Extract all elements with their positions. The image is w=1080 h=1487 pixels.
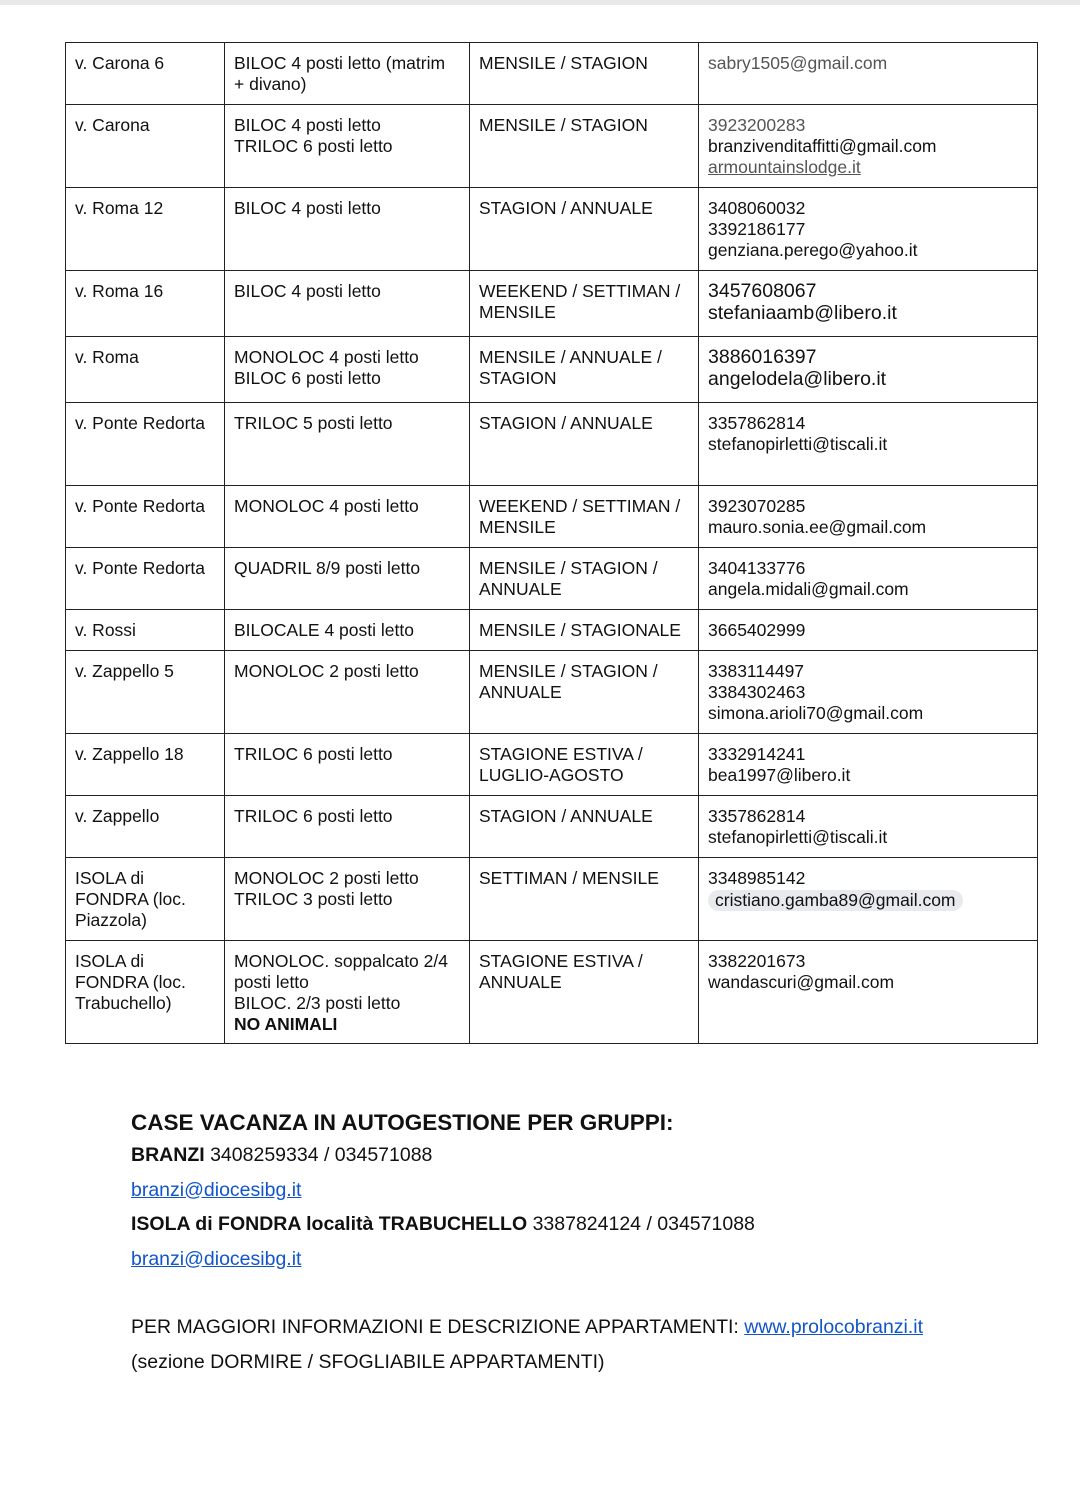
apartment-cell: MONOLOC 4 posti letto bbox=[225, 486, 470, 548]
contact-cell bbox=[699, 43, 1038, 105]
location-cell: v. Zappello bbox=[66, 796, 225, 858]
info-line: PER MAGGIORI INFORMAZIONI E DESCRIZIONE APPARTAMENTI: www.prolocobranzi.it bbox=[131, 1316, 924, 1338]
section-title: CASE VACANZA IN AUTOGESTIONE PER GRUPPI: bbox=[131, 1110, 674, 1135]
table-row bbox=[66, 651, 1038, 734]
location-cell: v. Roma 16 bbox=[66, 271, 225, 337]
branzi-email-link[interactable]: branzi@diocesibg.it bbox=[131, 1178, 302, 1201]
isola-contact: ISOLA di FONDRA località TRABUCHELLO 3387824124 / 034571088 bbox=[131, 1213, 755, 1235]
email-link[interactable]: simona.arioli70@gmail.com bbox=[708, 703, 924, 723]
contact-cell bbox=[699, 403, 1038, 486]
contact-cell bbox=[699, 858, 1038, 941]
phone-number: 3348985142 bbox=[708, 868, 806, 888]
apartment-cell: TRILOC 5 posti letto bbox=[225, 403, 470, 486]
table-row bbox=[66, 941, 1038, 1044]
location-cell: v. Carona 6 bbox=[66, 43, 225, 105]
apartment-cell: TRILOC 6 posti letto bbox=[225, 734, 470, 796]
contact-cell bbox=[699, 188, 1038, 271]
phone-number: 3665402999 bbox=[708, 620, 806, 640]
location-cell: ISOLA di FONDRA (loc. Trabuchello) bbox=[66, 941, 225, 1044]
email-link[interactable]: angela.midali@gmail.com bbox=[708, 579, 909, 599]
apartment-cell: QUADRIL 8/9 posti letto bbox=[225, 548, 470, 610]
apartment-cell: BILOC 4 posti letto bbox=[225, 188, 470, 271]
website-link[interactable]: armountainslodge.it bbox=[708, 157, 861, 177]
phone-number: 3923070285 bbox=[708, 496, 806, 516]
no-pets-note: NO ANIMALI bbox=[234, 1014, 338, 1034]
email-link[interactable]: stefanopirletti@tiscali.it bbox=[708, 827, 888, 847]
email-link[interactable]: bea1997@libero.it bbox=[708, 765, 851, 785]
phone-number: 3886016397 bbox=[708, 346, 817, 368]
email-link[interactable]: wandascuri@gmail.com bbox=[708, 972, 895, 992]
phone-number: 3384302463 bbox=[708, 682, 806, 702]
phone-number: 3404133776 bbox=[708, 558, 806, 578]
website-link[interactable]: www.prolocobranzi.it bbox=[744, 1316, 924, 1338]
apartment-cell: MONOLOC. soppalcato 2/4 posti letto BILOC. 2/3 posti letto NO ANIMALI bbox=[225, 941, 470, 1044]
location-cell: v. Roma 12 bbox=[66, 188, 225, 271]
contact-cell bbox=[699, 651, 1038, 734]
info-note: (sezione DORMIRE / SFOGLIABILE APPARTAMENTI) bbox=[131, 1350, 605, 1373]
table-row bbox=[66, 858, 1038, 941]
email-link[interactable]: stefaniaamb@libero.it bbox=[708, 301, 897, 324]
rental-period-cell: STAGION / ANNUALE bbox=[470, 796, 699, 858]
phone-number: 3408060032 bbox=[708, 198, 806, 218]
table-row bbox=[66, 796, 1038, 858]
location-cell: v. Carona bbox=[66, 105, 225, 188]
apartment-cell: BILOC 4 posti letto (matrim + divano) bbox=[225, 43, 470, 105]
email-link[interactable]: genziana.perego@yahoo.it bbox=[708, 240, 918, 260]
phone-number: 3457608067 bbox=[708, 280, 817, 302]
phone-number: 3392186177 bbox=[708, 219, 806, 239]
phone-number: 3382201673 bbox=[708, 951, 806, 971]
apartment-cell: BILOC 4 posti letto bbox=[225, 271, 470, 337]
contact-cell bbox=[699, 610, 1038, 651]
rental-period-cell: MENSILE / STAGIONALE bbox=[470, 610, 699, 651]
contact-cell bbox=[699, 941, 1038, 1044]
rental-period-cell: STAGION / ANNUALE bbox=[470, 188, 699, 271]
phone-number: 3923200283 bbox=[708, 115, 806, 135]
phone-number: 3383114497 bbox=[708, 661, 805, 681]
location-cell: ISOLA di FONDRA (loc. Piazzola) bbox=[66, 858, 225, 941]
apartments-table bbox=[65, 42, 1038, 1044]
rental-period-cell: MENSILE / ANNUALE / STAGION bbox=[470, 337, 699, 403]
phone-number: 3357862814 bbox=[708, 806, 806, 826]
phone-number: 3357862814 bbox=[708, 413, 806, 433]
rental-period-cell: MENSILE / STAGION / ANNUALE bbox=[470, 651, 699, 734]
location-cell: v. Ponte Redorta bbox=[66, 548, 225, 610]
contact-cell bbox=[699, 734, 1038, 796]
table-row bbox=[66, 486, 1038, 548]
location-cell: v. Ponte Redorta bbox=[66, 486, 225, 548]
email-link[interactable]: sabry1505@gmail.com bbox=[708, 53, 888, 73]
location-cell: v. Zappello 5 bbox=[66, 651, 225, 734]
apartment-cell: MONOLOC 4 posti letto BILOC 6 posti letto bbox=[225, 337, 470, 403]
rental-period-cell: STAGION / ANNUALE bbox=[470, 403, 699, 486]
rental-period-cell: WEEKEND / SETTIMAN / MENSILE bbox=[470, 486, 699, 548]
location-cell: v. Roma bbox=[66, 337, 225, 403]
apartment-cell: BILOC 4 posti letto TRILOC 6 posti letto bbox=[225, 105, 470, 188]
contact-cell bbox=[699, 105, 1038, 188]
rental-period-cell: WEEKEND / SETTIMAN / MENSILE bbox=[470, 271, 699, 337]
rental-period-cell: STAGIONE ESTIVA / ANNUALE bbox=[470, 941, 699, 1044]
table-row bbox=[66, 271, 1038, 337]
table-row bbox=[66, 105, 1038, 188]
contact-cell bbox=[699, 337, 1038, 403]
email-link[interactable]: angelodela@libero.it bbox=[708, 367, 887, 390]
email-link[interactable]: stefanopirletti@tiscali.it bbox=[708, 434, 888, 454]
contact-cell bbox=[699, 796, 1038, 858]
apartment-cell: MONOLOC 2 posti letto TRILOC 3 posti letto bbox=[225, 858, 470, 941]
rental-period-cell: SETTIMAN / MENSILE bbox=[470, 858, 699, 941]
rental-period-cell: MENSILE / STAGION bbox=[470, 43, 699, 105]
email-link[interactable]: mauro.sonia.ee@gmail.com bbox=[708, 517, 927, 537]
rental-period-cell: MENSILE / STAGION / ANNUALE bbox=[470, 548, 699, 610]
apartment-cell: BILOCALE 4 posti letto bbox=[225, 610, 470, 651]
table-row bbox=[66, 610, 1038, 651]
apartment-cell: MONOLOC 2 posti letto bbox=[225, 651, 470, 734]
branzi-contact: BRANZI 3408259334 / 034571088 bbox=[131, 1144, 433, 1166]
location-cell: v. Rossi bbox=[66, 610, 225, 651]
top-bar bbox=[0, 0, 1080, 5]
apartment-cell: TRILOC 6 posti letto bbox=[225, 796, 470, 858]
table-row bbox=[66, 548, 1038, 610]
email-link[interactable]: branzivenditaffitti@gmail.com bbox=[708, 136, 937, 156]
group-houses-section bbox=[131, 1110, 923, 1385]
table-row bbox=[66, 403, 1038, 486]
contact-cell bbox=[699, 271, 1038, 337]
table-row bbox=[66, 188, 1038, 271]
table-row bbox=[66, 43, 1038, 105]
phone-number: 3332914241 bbox=[708, 744, 806, 764]
contact-cell bbox=[699, 486, 1038, 548]
table-row bbox=[66, 734, 1038, 796]
isola-email-link[interactable]: branzi@diocesibg.it bbox=[131, 1247, 302, 1270]
location-cell: v. Zappello 18 bbox=[66, 734, 225, 796]
location-cell: v. Ponte Redorta bbox=[66, 403, 225, 486]
rental-period-cell: MENSILE / STAGION bbox=[470, 105, 699, 188]
rental-period-cell: STAGIONE ESTIVA / LUGLIO-AGOSTO bbox=[470, 734, 699, 796]
table-row bbox=[66, 337, 1038, 403]
email-chip[interactable]: cristiano.gamba89@gmail.com bbox=[708, 890, 963, 911]
contact-cell bbox=[699, 548, 1038, 610]
